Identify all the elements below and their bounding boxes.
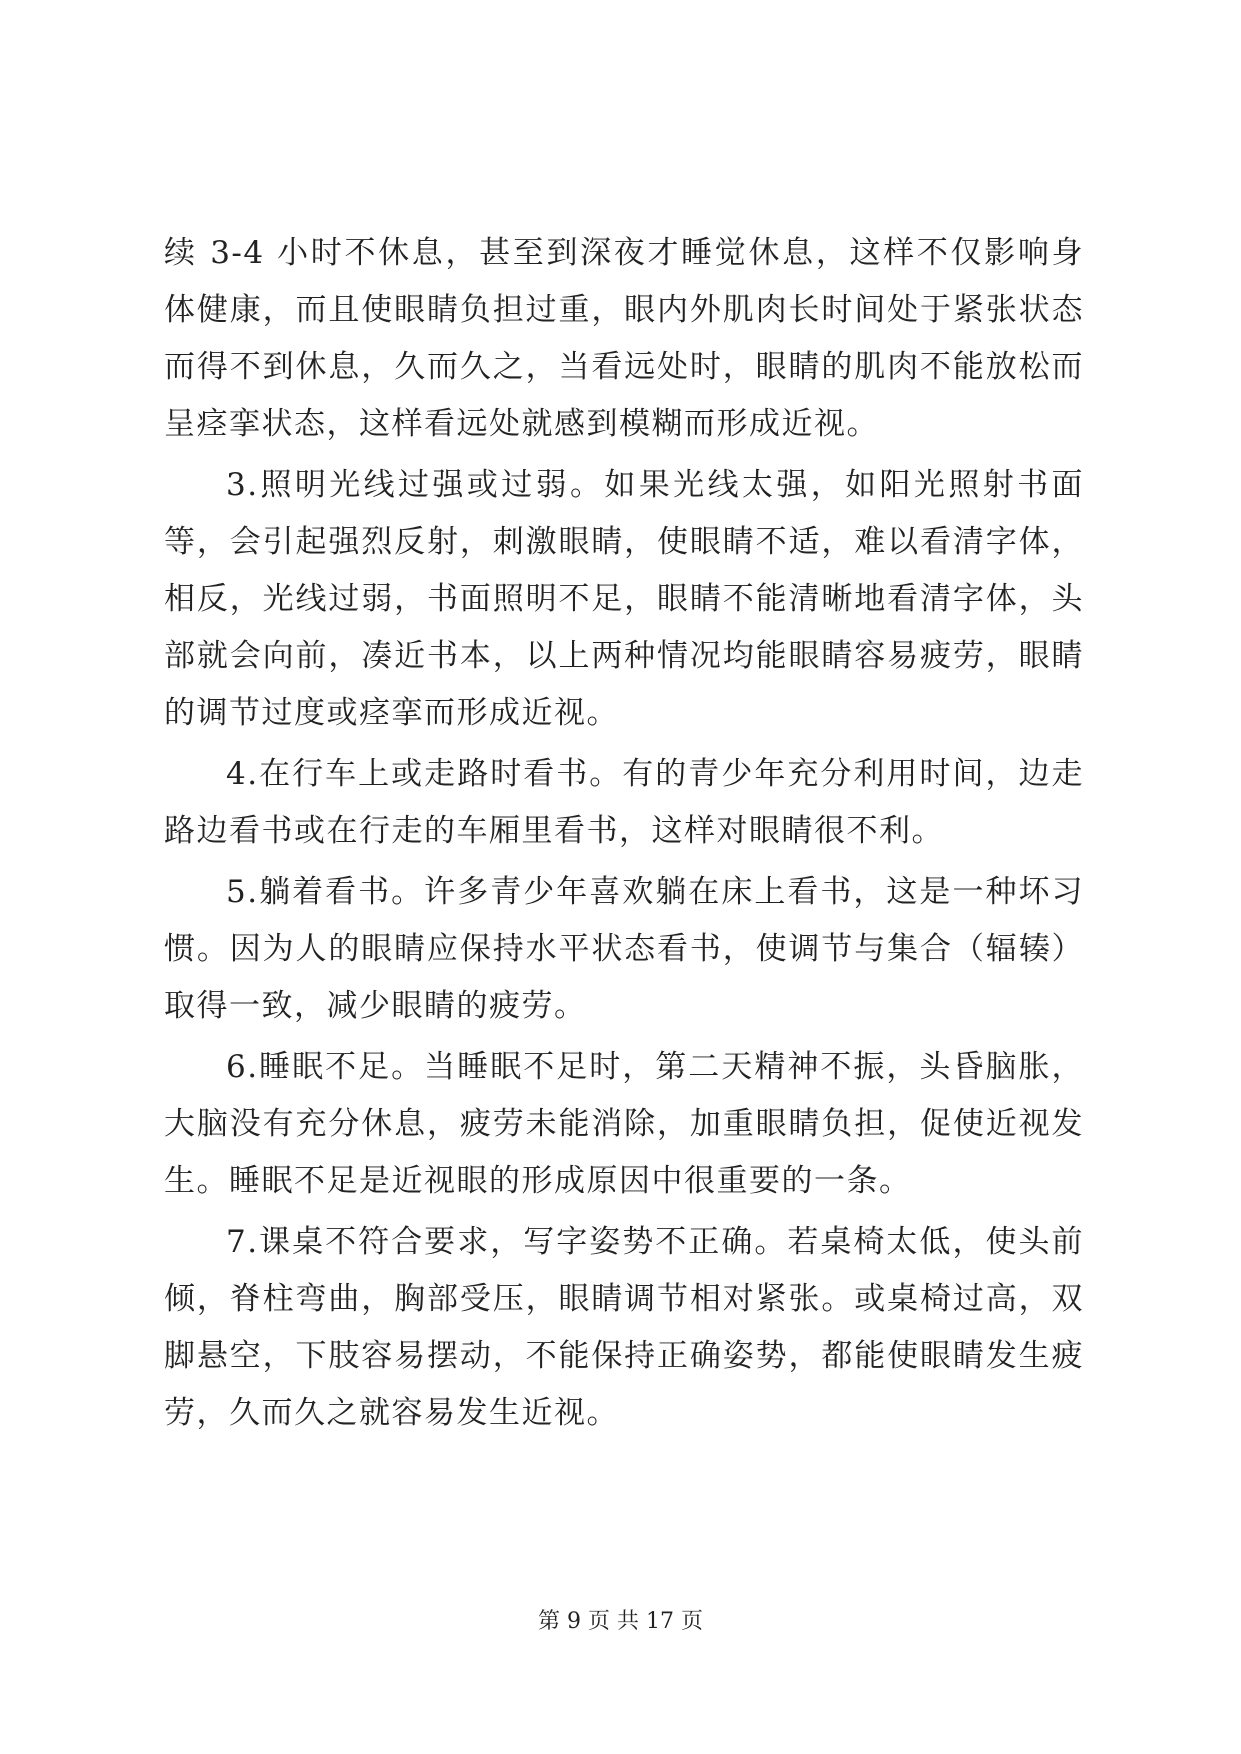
paragraph-continuation: 续 3-4 小时不休息，甚至到深夜才睡觉休息，这样不仅影响身体健康，而且使眼睛负担过重，眼内外肌肉长时间处于紧张状态而得不到休息，久而久之，当看远处时，眼睛的肌肉不能放松而呈痉挛状态，这样看远处就感到模糊而形成近视。 bbox=[164, 235, 1084, 442]
paragraph-item-5-reading-lying-down: 5.躺着看书。许多青少年喜欢躺在床上看书，这是一种坏习惯。因为人的眼睛应保持水平状态看书，使调节与集合（辐辏）取得一致，减少眼睛的疲劳。 bbox=[164, 874, 1084, 1024]
page-number-footer: 第 9 页 共 17 页 bbox=[538, 1609, 703, 1634]
paragraph-item-4-reading-while-moving: 4.在行车上或走路时看书。有的青少年充分利用时间，边走路边看书或在行走的车厢里看书，这样对眼睛很不利。 bbox=[164, 756, 1084, 849]
paragraph-item-3-lighting: 3.照明光线过强或过弱。如果光线太强，如阳光照射书面等，会引起强烈反射，刺激眼睛，使眼睛不适，难以看清字体，相反，光线过弱，书面照明不足，眼睛不能清晰地看清字体，头部就会向前，凑近书本，以上两种情况均能眼睛容易疲劳，眼睛的调节过度或痉挛而形成近视。 bbox=[164, 467, 1084, 731]
document-body bbox=[164, 225, 1084, 1446]
paragraph-item-6-lack-of-sleep: 6.睡眠不足。当睡眠不足时，第二天精神不振，头昏脑胀，大脑没有充分休息，疲劳未能消除，加重眼睛负担，促使近视发生。睡眠不足是近视眼的形成原因中很重要的一条。 bbox=[164, 1049, 1084, 1199]
paragraph-item-7-desk-posture: 7.课桌不符合要求，写字姿势不正确。若桌椅太低，使头前倾，脊柱弯曲，胸部受压，眼睛调节相对紧张。或桌椅过高，双脚悬空，下肢容易摆动，不能保持正确姿势，都能使眼睛发生疲劳，久而久之就容易发生近视。 bbox=[164, 1224, 1084, 1431]
